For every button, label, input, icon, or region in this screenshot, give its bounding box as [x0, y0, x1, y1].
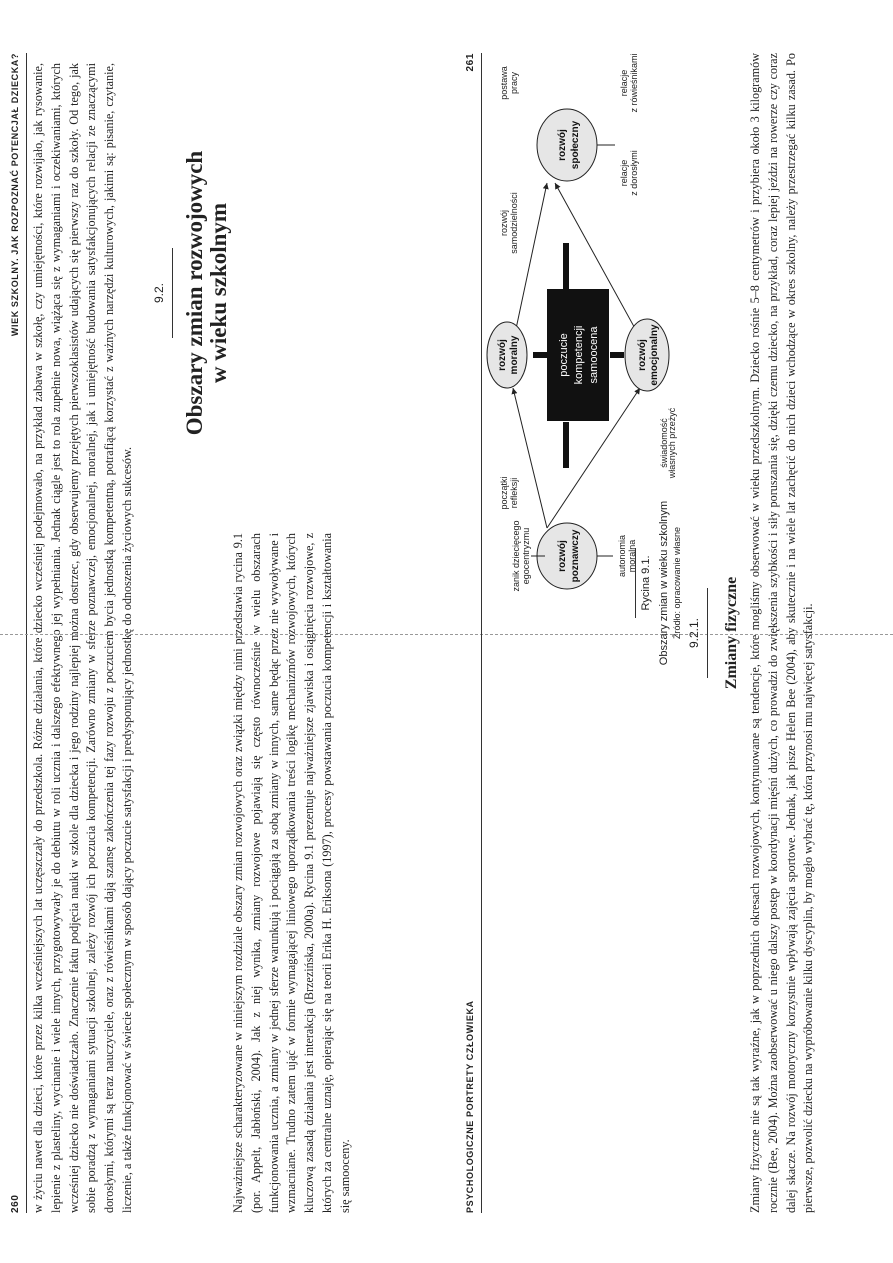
node-spoleczny-2: społeczny — [570, 120, 581, 170]
label-samodzielnosc-2: samodzielności — [509, 192, 519, 254]
figure-caption — [635, 383, 682, 783]
label-swiadomosc-2: własnych przeżyć — [667, 407, 677, 479]
subsection-number: 9.2.1. — [687, 588, 708, 678]
label-zanik-1: zanik dziecięcego — [511, 520, 521, 592]
body-paragraph-intro: w życiu nawet dla dzieci, które przez kilka wcześniejszych lat uczęszczały do przedszkola. Różne działania, które dziecko wcześniej podejmowało, na przykład zabawa w szkołę, czy umiejętności, które rozwijało, jak rysowanie, lepienie z plasteliny, wycinanie i wiele innych, przygotowywały je do debiutu w roli ucznia i dalszego efektywnego jej wypełniania. Jednak ciągle jest to rola zupełnie nowa, wiążąca się z wymaganiami i oczekiwaniami, których wcześniej dziecko nie doświadczało. Znaczenie faktu podjęcia nauki w szkole dla dziecka i jego rodziny najlepiej można dostrzec, gdy obserwujemy przejętych pierwszoklasistów udających się pierwszy raz do szkoły. Od tego, jak sobie poradzą z wymaganiami sytuacji szkolnej, zależy rozwój ich poczucia kompetencji. Zarówno zmiany w sferze poznawczej, emocjonalnej, moralnej, jak i umiejętność budowania satysfakcjonujących relacji ze znaczącymi dorosłymi, którymi są teraz nauczyciele, oraz z rówieśnikami dają szansę zakończenia tej fazy rozwoju z poczuciem bycia jednostką kompetentną, potrafiącą korzystać z ważnych narzędzi kulturowych, jakimi są: pisanie, czytanie, liczenie, a także funkcjonować w świecie społecznym w sposób dający poczucie satysfakcji i predysponujący jednostkę do odnoszenia życiowych sukcesów. — [31, 63, 134, 1213]
body-paragraph-areas: Najważniejsze scharakteryzowane w niniejszym rozdziale obszary zmian rozwojowych oraz związki między nimi przedstawia rycina 9.1 (por. Appelt, Jabłoński, 2004). Jak z niej wynika, zmiany rozwojowe pojawiają się często równocześnie w wielu obszarach funkcjonowania ucznia, a zmiany w jednej sferze warunkują i pociągają za sobą zmiany w innych, same będąc przez nie wywoływane i wzmacniane. Trudno zatem ująć w formie wymagającej liniowego uporządkowania treści logikę mechanizmów rozwojowych, których kluczową zasadą działania jest interakcja (Brzezińska, 2000a). Rycina 9.1 prezentuje najważniejsze zjawiska i osiągnięcia rozwojowe, z których za centralne uznaję, opierając się na teorii Erika H. Eriksona (1997), procesy powstawania poczucia kompetencji i kształtowania się samooceny. — [231, 533, 352, 1213]
node-moralny-2: moralny — [509, 335, 520, 375]
right-page — [455, 23, 890, 1243]
label-postawa-2: pracy — [509, 71, 519, 95]
page-number-right: 261 — [465, 53, 476, 72]
label-relacje-dorosli-2: z dorosłymi — [629, 150, 639, 196]
node-emocjonalny-2: emocjonalny — [649, 324, 660, 386]
thick-arrow-bottom — [610, 352, 624, 358]
node-spoleczny-1: rozwój — [557, 129, 568, 161]
node-poznawczy-2: poznawczy — [570, 529, 581, 583]
label-postawa-1: postawa — [499, 66, 509, 100]
label-poczatki-1: początki — [499, 476, 509, 510]
section-heading-9-2-1 — [685, 53, 744, 1213]
label-autonomia-2: moralna — [627, 539, 637, 573]
center-text-2: kompetencji — [573, 325, 585, 385]
label-relacje-rowiesnicy-2: z rówieśnikami — [629, 53, 639, 113]
label-samodzielnosc-1: rozwój — [499, 209, 509, 237]
center-text-1: poczucie — [558, 333, 570, 377]
page-number-left: 260 — [10, 1194, 21, 1213]
left-page — [0, 23, 435, 1243]
thick-arrow-right — [563, 243, 569, 289]
label-autonomia-1: autonomia — [617, 534, 627, 578]
body-paragraph-physical: Zmiany fizyczne nie są tak wyraźne, jak w poprzednich okresach rozwojowych, kontynuowane są tendencje, które mogliśmy obserwować w wieku przedszkolnym. Dziecko rośnie 5–8 centymetrów i przybiera około 3 kilogramów rocznie (Bee, 2004). Można zaobserwować u niego dalszy postęp w koordynacji mięśni dużych, co prowadzi do zwiększenia szybkości i siły poruszania się, dzięki czemu dziecko, na przykład, coraz lepiej jeździ na rowerze czy coraz dalej skacze. Na rozwój motoryczny korzystnie wpływają zajęcia sportowe. Jednak, jak pisze Helen Bee (2004), aby skutecznie i na wiele lat zachęcić do nich dzieci wchodzące w okres szkolny, należy przestrzegać kilku zasad. Po pierwsze, pozwolić dziecku na wypróbowanie kilku dyscyplin, by mogło wybrać tę, która przynosi mu najwięcej satysfakcji. — [748, 53, 816, 1213]
node-emocjonalny-1: rozwój — [637, 339, 648, 371]
running-head-right — [461, 53, 482, 1213]
caption-source: Źródło: opracowanie własne — [672, 526, 682, 640]
section-title-line1: Obszary zmian rozwojowych — [182, 150, 207, 436]
section-title — [183, 63, 231, 523]
thick-arrow-top — [533, 352, 547, 358]
label-poczatki-2: refleksji — [509, 477, 519, 509]
running-head-left — [6, 53, 27, 1213]
section-heading-9-2 — [150, 63, 231, 523]
node-poznawczy-1: rozwój — [557, 540, 568, 572]
section-number: 9.2. — [152, 248, 173, 338]
running-title-left: WIEK SZKOLNY. JAK ROZPOZNAĆ POTENCJAŁ DZIECKA? — [10, 53, 20, 337]
subsection-title: Zmiany fizyczne — [723, 576, 740, 690]
caption-label: Rycina 9.1. — [635, 548, 652, 618]
caption-title: Obszary zmian w wieku szkolnym — [658, 500, 670, 666]
node-moralny-1: rozwój — [497, 339, 508, 371]
running-title-right: PSYCHOLOGICZNE PORTRETY CZŁOWIEKA — [465, 1000, 475, 1213]
section-title-line2: w wieku szkolnym — [206, 202, 231, 384]
label-swiadomosc-1: świadomość — [659, 418, 669, 468]
label-relacje-rowiesnicy-1: relacje — [619, 69, 629, 97]
thick-arrow-left — [563, 422, 569, 468]
center-text-3: samoocena — [588, 326, 600, 384]
label-zanik-2: egocentryzmu — [521, 527, 531, 585]
label-relacje-dorosli-1: relacje — [619, 159, 629, 187]
